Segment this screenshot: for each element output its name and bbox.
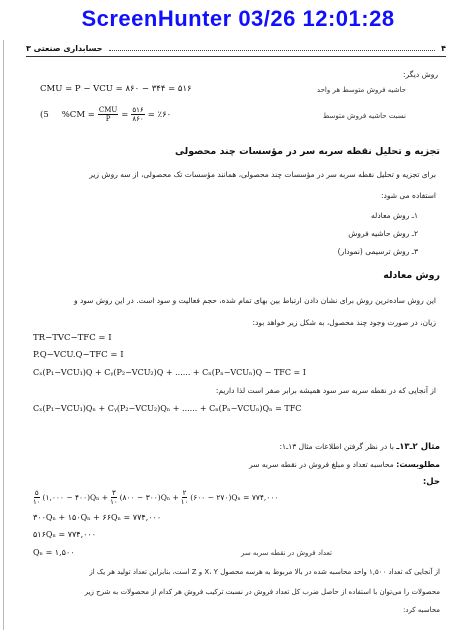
page-header [26, 44, 446, 53]
section1-line1: برای تجزیه و تحلیل نقطه سربه سر در مؤسسات چند محصولی، همانند مؤسسات تک محصولی، از سه روش زیر [89, 170, 436, 179]
s1-frac1 [33, 489, 41, 506]
section-multi-product-title: تجزیه و تحلیل نقطه سربه سر در مؤسسات چند محصولی [175, 146, 440, 157]
cm-ratio-frac2 [131, 106, 144, 123]
section1-line2: استفاده می شود: [380, 191, 436, 200]
example-required [249, 452, 440, 471]
s1-term2: (۸۰۰ − ۳۰۰)Qₙ + [119, 493, 179, 502]
solution-step-1 [33, 489, 278, 506]
example-heading [279, 434, 440, 453]
method-other-label: روش دیگر: [402, 70, 438, 79]
closing-line-2: محصولات را می‌توان با استفاده از حاصل ضرب کل تعداد فروش در نسبت ترکیب فروش هر کدام از محصولات به شرح زیر [84, 588, 440, 596]
formula-profit-unit: P.Q−VCU.Q−TFC = I [33, 350, 124, 360]
closing-line-1: از آنجایی که تعداد ۱,۵۰۰ واحد محاسبه شده در بالا مربوط به هرسه محصول X، Y و Z است، بنابراین تعداد تولید هر یک از [89, 568, 440, 576]
frac1-num: CMU [98, 106, 118, 114]
cm-ratio-result: = ٪۶۰ [147, 109, 172, 120]
required-label: مطلوبست: [396, 460, 440, 469]
frac2-den: ۸۶۰ [132, 115, 144, 123]
cm-ratio-eq: = [121, 109, 129, 120]
frac2-num: ۵۱۶ [132, 106, 144, 114]
s1-frac3-num: ۲ [182, 489, 187, 497]
example-title-rest: با در نظر گرفتن اطلاعات مثال ۱۳ـ۱: [279, 442, 397, 451]
s1-term3: (۶۰۰ − ۲۷۰)Qₙ = ۷۷۴,۰۰۰ [190, 493, 279, 502]
formula-breakeven: Cₓ(P₁−VCU₁)Qₙ + Cᵧ(P₂−VCU₂)Qₙ + ...... + Cₙ(Pₙ−VCUₙ)Qₙ = TFC [33, 404, 302, 413]
frac1-den: P [105, 115, 111, 123]
closing-line-3: محاسبه کرد: [402, 606, 440, 614]
screenhunter-banner [0, 0, 476, 38]
cm-ratio-number: (5 [40, 109, 49, 120]
solution-step-2: ۳۰۰Qₙ + ۱۵۰Qₙ + ۶۶Qₙ = ۷۷۴,۰۰۰ [33, 513, 162, 522]
chapter-title: حسابداری صنعتی ۳ [26, 44, 103, 53]
header-rule [26, 56, 446, 57]
equation-cm-ratio [40, 106, 171, 123]
equation-cmu: CMU = P − VCU = ۸۶۰ − ۳۴۴ = ۵۱۶ [40, 84, 192, 94]
header-dots [109, 44, 436, 51]
required-text: محاسبه تعداد و مبلغ فروش در نقطه سربه سر [249, 460, 397, 469]
method-item-3: ۳ـ روش ترسیمی (نمودار) [337, 247, 418, 256]
s1-frac3-den: ۱۰ [180, 498, 189, 506]
section2-line2: زیان، در صورت وجود چند محصول، به شکل زیر خواهد بود: [252, 318, 436, 327]
banner-text: ScreenHunter 03/26 12:01:28 [81, 6, 395, 31]
s1-frac2-num: ۳ [111, 489, 116, 497]
s1-frac2-den: ۱۰ [110, 498, 118, 506]
section2-line1: این روش ساده‌ترین روش برای نشان دادن ارتباط بین بهای تمام شده، حجم فعالیت و سود است. در این روش سود و [73, 296, 436, 305]
solution-step-4-note: تعداد فروش در نقطه سربه سر [240, 549, 332, 557]
cm-ratio-lhs: %CM = [61, 109, 95, 120]
page-number: ۴ [441, 44, 446, 53]
breakeven-note: از آنجایی که در نقطه سربه سر سود همیشه برابر صفر است لذا داریم: [215, 386, 436, 395]
method-item-2: ۲ـ روش حاشیه فروش [348, 229, 418, 238]
formula-multi-product: Cₓ(P₁−VCU₁)Q + Cᵧ(P₂−VCU₂)Q + ...... + Cₙ(Pₙ−VCUₙ)Q − TFC = I [33, 368, 306, 377]
s1-frac3 [181, 489, 189, 506]
solution-step-3: ۵۱۶Qₙ = ۷۷۴,۰۰۰ [33, 530, 97, 539]
s1-frac1-num: ۵ [34, 489, 39, 497]
solution-step-4: Qₙ = ۱,۵۰۰ [33, 548, 75, 557]
s1-frac1-den: ۱۰ [33, 498, 41, 506]
solution-label: حل: [422, 477, 440, 487]
formula-profit-total: TR−TVC−TFC = I [33, 333, 112, 343]
example-title: مثال ۲ـ۱۳ـ [396, 442, 440, 452]
equation-cm-desc: نسبت حاشیه فروش متوسط [322, 112, 406, 120]
s1-frac2 [110, 489, 118, 506]
method-item-1: ۱ـ روش معادله [371, 211, 418, 220]
equation-cmu-desc: حاشیه فروش متوسط هر واحد [316, 86, 406, 94]
s1-term1: (۱,۰۰۰ − ۴۰۰)Qₙ + [42, 493, 109, 502]
section-equation-method-title: روش معادله [383, 270, 440, 281]
cm-ratio-frac1 [98, 106, 118, 123]
